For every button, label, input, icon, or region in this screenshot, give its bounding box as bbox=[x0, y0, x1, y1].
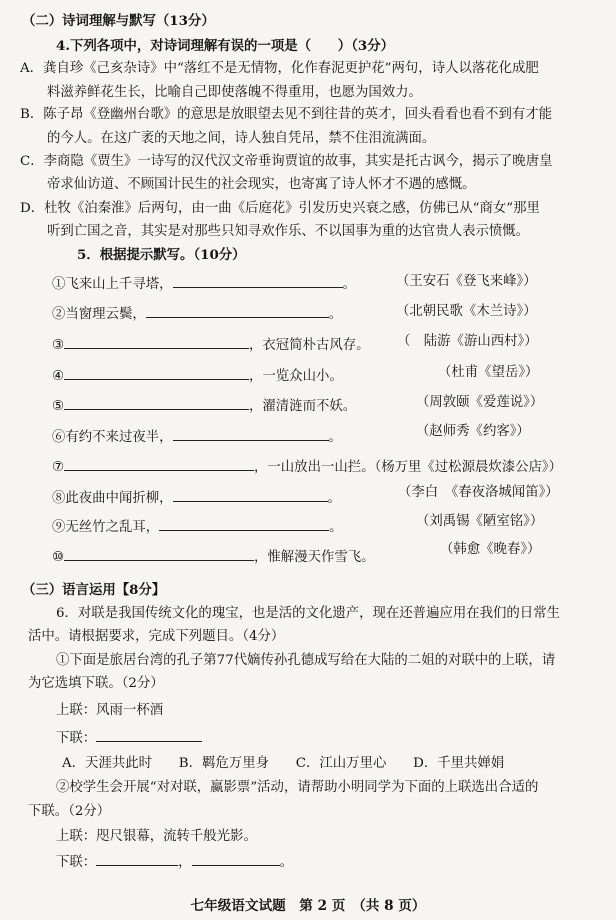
answer-blank[interactable] bbox=[146, 305, 329, 318]
item-given-text: ，一山放出一山拦。（杨万里《过松源晨炊漆公店》） bbox=[254, 460, 562, 475]
lower-couplet-1 bbox=[56, 729, 202, 748]
item-source: （ 陆游《游山西村》） bbox=[397, 334, 538, 349]
item-source: （杜甫《望岳》） bbox=[438, 365, 539, 380]
option-a-line-1: A．龚自珍《己亥杂诗》中“落红不是无情物，化作春泥更护花”两句，诗人以落花化成肥 bbox=[20, 61, 539, 76]
answer-blank[interactable] bbox=[96, 729, 202, 742]
item-number: ⑩ bbox=[52, 550, 65, 565]
item-number: ⑤ bbox=[52, 399, 65, 414]
item-number: ⑧ bbox=[52, 491, 66, 506]
section-3-title: （三）语言运用【8分】 bbox=[22, 582, 166, 598]
couplet-period: 。 bbox=[279, 855, 293, 870]
item-source: （赵师秀《约客》） bbox=[416, 424, 530, 439]
answer-blank[interactable] bbox=[64, 367, 249, 380]
item-given-text: 飞来山上千寻塔， bbox=[65, 277, 173, 292]
item-given-text: 此夜曲中闻折柳， bbox=[65, 491, 173, 506]
recitation-item bbox=[52, 336, 370, 355]
upper-couplet-1: 上联：风雨一杯酒 bbox=[56, 703, 164, 718]
item-source: （王安石《登飞来峰》） bbox=[396, 274, 537, 289]
recitation-item bbox=[52, 367, 343, 386]
answer-blank[interactable] bbox=[96, 853, 178, 866]
item-given-text: 当窗理云鬓， bbox=[65, 307, 146, 322]
lower-couplet-2 bbox=[56, 853, 293, 872]
answer-blank[interactable] bbox=[64, 397, 249, 410]
option-d-line-2: 听到亡国之音，其实是对那些只知寻欢作乐、不以国事为重的达官贵人表示愤慨。 bbox=[47, 224, 530, 239]
couplet-choices: A．天涯共此时 B．羁危万里身 C．江山万里心 D．千里共婵娟 bbox=[62, 756, 505, 771]
recitation-item bbox=[52, 518, 343, 537]
item-given-text: ，一览众山小。 bbox=[249, 369, 343, 384]
lower-couplet-label: 下联： bbox=[56, 731, 97, 746]
item-source: （周敦颐《爱莲说》） bbox=[416, 395, 544, 410]
item-given-text: 无丝竹之乱耳， bbox=[65, 520, 160, 535]
item-source: （刘禹锡《陋室铭》） bbox=[416, 514, 544, 529]
sub-question-1-line-1: ①下面是旅居台湾的孔子第77代嫡传孙孔德成写给在大陆的二姐的对联中的上联，请 bbox=[56, 653, 556, 668]
question-4-stem: 4.下列各项中，对诗词理解有误的一项是（ ）（3分） bbox=[56, 38, 394, 54]
answer-blank[interactable] bbox=[64, 336, 249, 349]
item-source: （北朝民歌《木兰诗》） bbox=[396, 304, 537, 319]
item-source: （韩愈《晚春》） bbox=[440, 542, 541, 557]
answer-blank[interactable] bbox=[159, 518, 329, 531]
item-number: ⑨ bbox=[52, 520, 66, 535]
recitation-item bbox=[52, 428, 342, 447]
option-b-line-2: 的今人。在这广袤的天地之间，诗人独自凭吊，禁不住泪流满面。 bbox=[47, 131, 436, 146]
section-2-title: （二）诗词理解与默写（13分） bbox=[22, 13, 215, 29]
item-given-text: 。 bbox=[342, 277, 356, 292]
item-number: ⑥ bbox=[52, 430, 66, 445]
item-given-text: ，濯清涟而不妖。 bbox=[249, 399, 357, 414]
option-b-line-1: B．陈子昂《登幽州台歌》的意思是放眼望去见不到往昔的英才，回头看看也看不到有才能 bbox=[20, 107, 553, 122]
item-number: ④ bbox=[52, 369, 65, 384]
recitation-item bbox=[52, 397, 356, 416]
item-number: ② bbox=[52, 307, 66, 322]
option-c-line-2: 帝求仙访道、不顾国计民生的社会现实，也寄寓了诗人怀才不遇的感慨。 bbox=[47, 177, 476, 192]
option-c-line-1: C．李商隐《贾生》一诗写的汉代汉文帝垂询贾谊的故事，其实是托古讽今，揭示了晚唐皇 bbox=[20, 154, 553, 169]
upper-couplet-2: 上联：咫尺银幕，流转千般光影。 bbox=[56, 829, 257, 844]
recitation-item bbox=[52, 305, 342, 324]
item-given-text: ，惟解漫天作雪飞。 bbox=[254, 550, 375, 565]
item-number: ① bbox=[52, 277, 66, 292]
page-footer: 七年级语文试题 第 2 页 （共 8 页） bbox=[190, 898, 426, 914]
item-given-text: 有约不来过夜半， bbox=[65, 430, 173, 445]
item-given-text: 。 bbox=[328, 307, 343, 322]
recitation-item bbox=[52, 548, 375, 567]
recitation-item bbox=[52, 458, 562, 477]
item-given-text: 。 bbox=[328, 430, 342, 445]
answer-blank[interactable] bbox=[192, 853, 280, 866]
couplet-comma: ， bbox=[178, 855, 192, 870]
recitation-item bbox=[52, 489, 341, 508]
sub-question-1-line-2: 为它选填下联。（2分） bbox=[28, 676, 164, 691]
sub-question-2-line-1: ②校学生会开展“对对联，赢影票”活动，请帮助小明同学为下面的上联选出合适的 bbox=[56, 780, 539, 795]
answer-blank[interactable] bbox=[173, 428, 329, 441]
item-given-text: 。 bbox=[329, 520, 343, 535]
lower-couplet-label: 下联： bbox=[56, 855, 97, 870]
item-given-text: ，衣冠简朴古风存。 bbox=[249, 338, 370, 353]
question-6-stem-line-2: 活中。请根据要求，完成下列题目。（4分） bbox=[28, 629, 285, 644]
answer-blank[interactable] bbox=[64, 548, 254, 561]
answer-blank[interactable] bbox=[173, 275, 343, 288]
sub-question-2-line-2: 下联。（2分） bbox=[28, 804, 111, 819]
item-given-text: 。 bbox=[327, 491, 341, 506]
option-a-line-2: 料滋养鲜花生长，比喻自己即使落魄不得重用，也愿为国效力。 bbox=[47, 85, 422, 100]
item-number: ③ bbox=[52, 338, 65, 353]
option-d-line-1: D．杜牧《泊秦淮》后两句，由一曲《后庭花》引发历史兴衰之感，仿佛已从“商女”那里 bbox=[20, 201, 540, 216]
answer-blank[interactable] bbox=[64, 458, 254, 471]
question-5-stem: 5．根据提示默写。（10分） bbox=[77, 247, 246, 263]
recitation-item bbox=[52, 275, 356, 294]
item-number: ⑦ bbox=[52, 460, 65, 475]
question-6-stem-line-1: 6．对联是我国传统文化的瑰宝，也是活的文化遗产，现在还普遍应用在我们的日常生 bbox=[56, 606, 560, 621]
item-source: （李白 《春夜洛城闻笛》） bbox=[398, 485, 559, 500]
answer-blank[interactable] bbox=[173, 489, 328, 502]
